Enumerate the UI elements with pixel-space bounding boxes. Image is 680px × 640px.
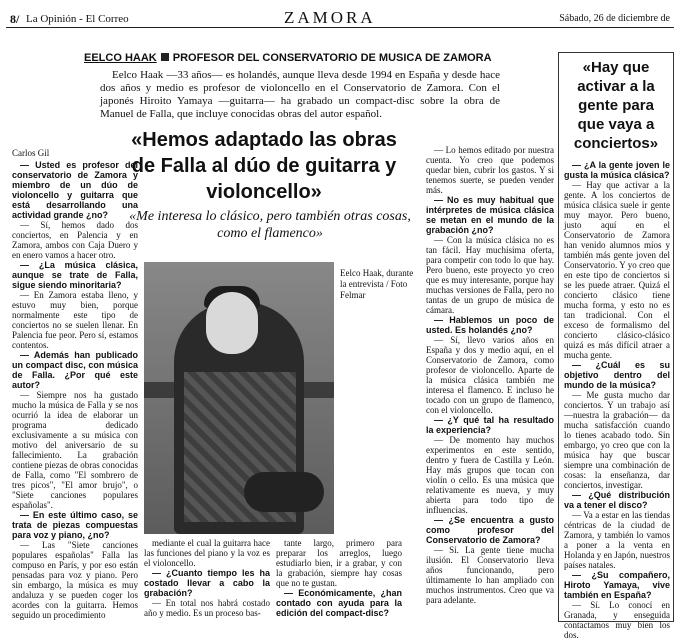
interview-answer: — Hay que activar a la gente. A los conciertos de música clásica suele ir gente muy mayor. Pero bueno, justo aquí en el Conservatorio de Zamora han venido alumnos míos y también más gente joven del Conservatorio. Y yo creo que en este tipo de conciertos si se les puede atraer. Quizá el concierto clásico tiene mucha forma, y esto no es tan tradicional. Con el exceso de formalismo del concierto clásico-clásico quizá es más difícil atraer a mucha gente. [564, 180, 670, 360]
interview-question: — Hablemos un poco de usted. Es holandés ¿no? [426, 315, 554, 335]
issue-date: Sábado, 26 de diciembre de [559, 13, 670, 24]
interview-answer: — En total nos habrá costado año y medio. Es un proceso bas- [144, 598, 270, 618]
publication-name: La Opinión - El Correo [26, 13, 129, 25]
interview-question: — ¿Cuál es su objetivo dentro del mundo de la música? [564, 360, 670, 390]
interview-question: — Además han publicado un compact disc, con música de Falla. ¿Por qué este autor? [12, 350, 138, 390]
square-bullet-icon [161, 53, 169, 61]
interview-question: — ¿Se encuentra a gusto como profesor del Conservatorio de Zamora? [426, 515, 554, 545]
text-column-1 [12, 160, 138, 622]
sidebar-text [564, 160, 670, 640]
text-column-3 [276, 538, 402, 622]
section-title: ZAMORA [284, 8, 376, 27]
interview-answer: — Con la música clásica no es tan fácil. Hay muchísima oferta, para competir con todo lo que hay. Pero bueno, este proyecto yo creo que es muy interesante, porque hay muchas versiones de Falla, pero no tantas de un grupo de música de cámara. [426, 235, 554, 315]
article-lede: Eelco Haak —33 años— es holandés, aunque lleva desde 1994 en España y desde hace dos años y medio es profesor de violoncello en el Conservatorio de Zamora. Con el japonés Hiroito Yamaya —guitarra— ha grabado un compact-disc sobre la obra de Manuel de Falla, que incluye conocidas obras del autor español. [100, 69, 500, 120]
article-kicker [84, 52, 502, 64]
interview-question: — ¿Su compañero, Hiroto Yamaya, vive también en España? [564, 570, 670, 600]
interview-answer: — Va a estar en las tiendas céntricas de la ciudad de Zamora, y también lo vamos a poner a la venta en Holanda y en Japón, nuestros países natales. [564, 510, 670, 570]
interview-question: — ¿Cuanto tiempo les ha costado llevar a cabo la grabación? [144, 568, 270, 598]
interview-answer: — Siempre nos ha gustado mucho la música de Falla y se nos ocurrió la idea de elaborar un programa dedicado exclusivamente a su música con motivo del aniversario de su fallecimiento. La grabación contiene piezas de obras conocidas de Falla, como "El sombrero de tres picos", "El amor brujo", o "Siete canciones populares españolas". [12, 390, 138, 510]
interview-answer: — Sí. La gente tiene mucha ilusión. El Conservatorio lleva años funcionando, pero últimamente lo han ampliado con muchos instrumentos. Creo que va para adelante. [426, 545, 554, 605]
interview-answer: mediante el cual la guitarra hace las funciones del piano y la voz es el violoncello. [144, 538, 270, 568]
interview-answer: — Me gusta mucho dar conciertos. Y un trabajo así —nuestra la grabación— da mucha satisfacción cuando lo tienes acabado todo. Sin embargo, yo creo que con la música hay que buscar siempre una combinación de cosas: la enseñanza, dar conciertos, investigar. [564, 390, 670, 490]
page-number: 8/ [10, 12, 20, 26]
interview-answer: — Sí, hemos dado dos conciertos, en Palencia y en Zamora, ambos con Caja Duero y en enero vamos a hacer otro. [12, 220, 138, 260]
article-headline: «Hemos adaptado las obras de Falla al dúo de guitarra y violoncello» [131, 129, 397, 203]
byline: Carlos Gil [12, 148, 50, 158]
interview-answer: — Sí. Lo conocí en Granada, y enseguida contactamos muy bien los dos. [564, 600, 670, 640]
interview-answer: — En Zamora estaba lleno, y estuvo muy bien, porque normalmente este tipo de conciertos no se suelen llenar. En Palencia fue peor. Pero sí, estamos contentos. [12, 290, 138, 350]
interview-answer: — De momento hay muchos experimentos en este sentido, dentro y fuera de Castilla y León. Hay más grupos que tocan con violín o cello. Es una música que relativamente es nueva, y muy abierta para todo tipo de influencias. [426, 435, 554, 515]
interview-answer: — Lo hemos editado por nuestra cuenta. Yo creo que podemos quedar bien, cubrir los gastos. Y si tenemos suerte, se pueden vender más. [426, 145, 554, 195]
page-masthead [6, 6, 674, 28]
interview-question: — En este último caso, se trata de piezas compuestas para voz y piano, ¿no? [12, 510, 138, 540]
kicker-title: PROFESOR DEL CONSERVATORIO DE MUSICA DE ZAMORA [172, 52, 492, 64]
text-column-2 [144, 538, 270, 622]
photo-caption: Eelco Haak, durante la entrevista / Foto Felmar [340, 268, 414, 300]
interview-answer: — Las "Siete canciones populares españolas" Falla las compuso en París, y por eso están pensadas para voz y piano. Pero sin embargo, la música es muy andaluza y se pueden coger los acordes con la guitarra. Hemos seguido un procedimiento [12, 540, 138, 620]
interview-answer: — Sí, llevo varios años en España y dos y medio aquí, en el Conservatorio de Zamora, como profesor de violoncello. Aparte de la música clásica también me interesa el flamenco. E incluso he tocado con un grupo de flamenco, con el violoncello. [426, 335, 554, 415]
interview-photo [144, 262, 334, 534]
interview-question: — No es muy habitual que intérpretes de música clásica se metan en el mundo de la grabación ¿no? [426, 195, 554, 235]
interview-question: — ¿A la gente joven le gusta la música clásica? [564, 160, 670, 180]
interview-answer: tante largo, primero para preparar los arreglos, luego estudiarlo bien, ir a grabar, y con la grabación, siempre hay cosas que no te gustan. [276, 538, 402, 588]
interview-question: — ¿Qué distribución va a tener el disco? [564, 490, 670, 510]
text-column-4 [426, 145, 554, 622]
sidebar-headline: «Hay que activar a la gente para que vaya a conciertos» [573, 59, 659, 152]
interview-question: — Usted es profesor del conservatorio de Zamora y miembro de un dúo de violoncello y guitarra que está desarrollando una actividad grande ¿no? [12, 160, 138, 220]
interview-question: — ¿Y qué tal ha resultado la experiencia? [426, 415, 554, 435]
article-subhead: «Me interesa lo clásico, pero también otras cosas, como el flamenco» [129, 209, 411, 241]
interview-question: — ¿La música clásica, aunque se trate de Falla, sigue siendo minoritaria? [12, 260, 138, 290]
interview-question: — Económicamente, ¿han contado con ayuda para la edición del compact-disc? [276, 588, 402, 618]
kicker-name: EELCO HAAK [84, 52, 157, 64]
